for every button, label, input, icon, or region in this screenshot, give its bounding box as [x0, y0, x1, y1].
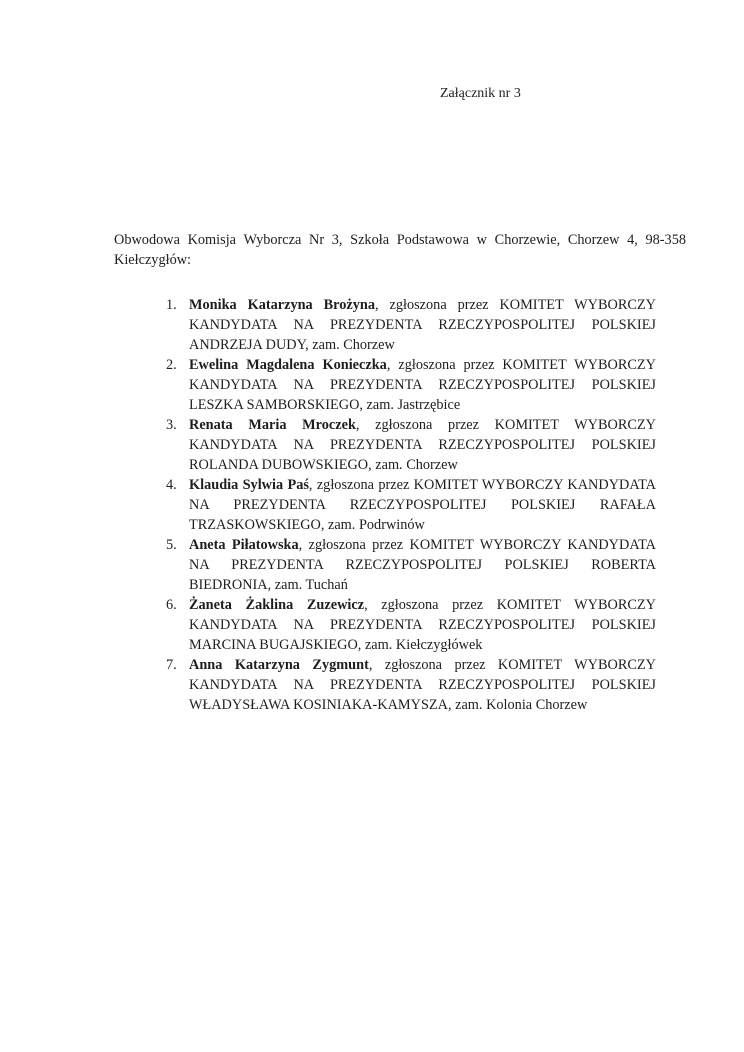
member-name: Ewelina Magdalena Konieczka: [189, 357, 387, 373]
item-line1-rest: , zgłoszona przez KOMITET WYBORCZY: [386, 357, 656, 373]
item-line1-rest: , zgłoszona przez KOMITET WYBORCZY: [355, 417, 656, 433]
item-line2: NA PREZYDENTA RZECZYPOSPOLITEJ POLSKIEJ ROBERTA: [189, 557, 656, 573]
list-item: [160, 595, 656, 655]
item-number: 5.: [166, 537, 177, 553]
member-name: Renata Maria Mroczek: [189, 417, 356, 433]
commission-heading-line1: Obwodowa Komisja Wyborcza Nr 3, Szkoła Podstawowa w Chorzewie, Chorzew 4, 98-358: [114, 232, 686, 248]
item-number: 2.: [166, 357, 177, 373]
item-number: 4.: [166, 477, 177, 493]
item-line1-rest: , zgłoszona przez KOMITET WYBORCZY: [375, 297, 656, 313]
item-number: 6.: [166, 597, 177, 613]
item-number: 3.: [166, 417, 177, 433]
item-line2: KANDYDATA NA PREZYDENTA RZECZYPOSPOLITEJ POLSKIEJ: [189, 377, 656, 393]
member-name: Monika Katarzyna Brożyna: [189, 297, 375, 313]
list-item: [160, 655, 656, 715]
item-line1: [189, 355, 656, 375]
item-line3: WŁADYSŁAWA KOSINIAKA-KAMYSZA, zam. Kolonia Chorzew: [189, 697, 588, 713]
item-line1-rest: , zgłoszona przez KOMITET WYBORCZY KANDYDATA: [308, 477, 656, 493]
annex-label: Załącznik nr 3: [440, 86, 521, 101]
item-line2: KANDYDATA NA PREZYDENTA RZECZYPOSPOLITEJ POLSKIEJ: [189, 677, 656, 693]
item-line1: [189, 415, 656, 435]
item-line1: [189, 535, 656, 555]
commission-heading: [114, 230, 686, 270]
item-line3: MARCINA BUGAJSKIEGO, zam. Kiełczygłówek: [189, 637, 483, 653]
item-line1-rest: , zgłoszona przez KOMITET WYBORCZY: [368, 657, 656, 673]
member-name: Klaudia Sylwia Paś: [189, 477, 309, 493]
list-item: [160, 415, 656, 475]
member-name: Aneta Piłatowska: [189, 537, 299, 553]
item-line1: [189, 595, 656, 615]
item-line1-rest: , zgłoszona przez KOMITET WYBORCZY KANDYDATA: [298, 537, 656, 553]
member-name: Anna Katarzyna Zygmunt: [189, 657, 369, 673]
list-item: [160, 355, 656, 415]
item-number: 7.: [166, 657, 177, 673]
item-line3: ROLANDA DUBOWSKIEGO, zam. Chorzew: [189, 457, 458, 473]
commission-heading-line2: Kiełczygłów:: [114, 252, 192, 268]
item-line2: KANDYDATA NA PREZYDENTA RZECZYPOSPOLITEJ POLSKIEJ: [189, 437, 656, 453]
item-line1-rest: , zgłoszona przez KOMITET WYBORCZY: [364, 597, 656, 613]
item-line3: TRZASKOWSKIEGO, zam. Podrwinów: [189, 517, 425, 533]
item-line3: LESZKA SAMBORSKIEGO, zam. Jastrzębice: [189, 397, 461, 413]
item-line1: [189, 655, 656, 675]
list-item: [160, 535, 656, 595]
item-line2: KANDYDATA NA PREZYDENTA RZECZYPOSPOLITEJ POLSKIEJ: [189, 317, 656, 333]
member-name: Żaneta Żaklina Zuzewicz: [189, 597, 365, 613]
item-line1: [189, 475, 656, 495]
item-line1: [189, 295, 656, 315]
item-line3: ANDRZEJA DUDY, zam. Chorzew: [189, 337, 395, 353]
list-item: [160, 295, 656, 355]
item-line2: KANDYDATA NA PREZYDENTA RZECZYPOSPOLITEJ POLSKIEJ: [189, 617, 656, 633]
members-list: [160, 295, 656, 715]
list-item: [160, 475, 656, 535]
item-line2: NA PREZYDENTA RZECZYPOSPOLITEJ POLSKIEJ RAFAŁA: [189, 497, 656, 513]
item-line3: BIEDRONIA, zam. Tuchań: [189, 577, 348, 593]
item-number: 1.: [166, 297, 177, 313]
